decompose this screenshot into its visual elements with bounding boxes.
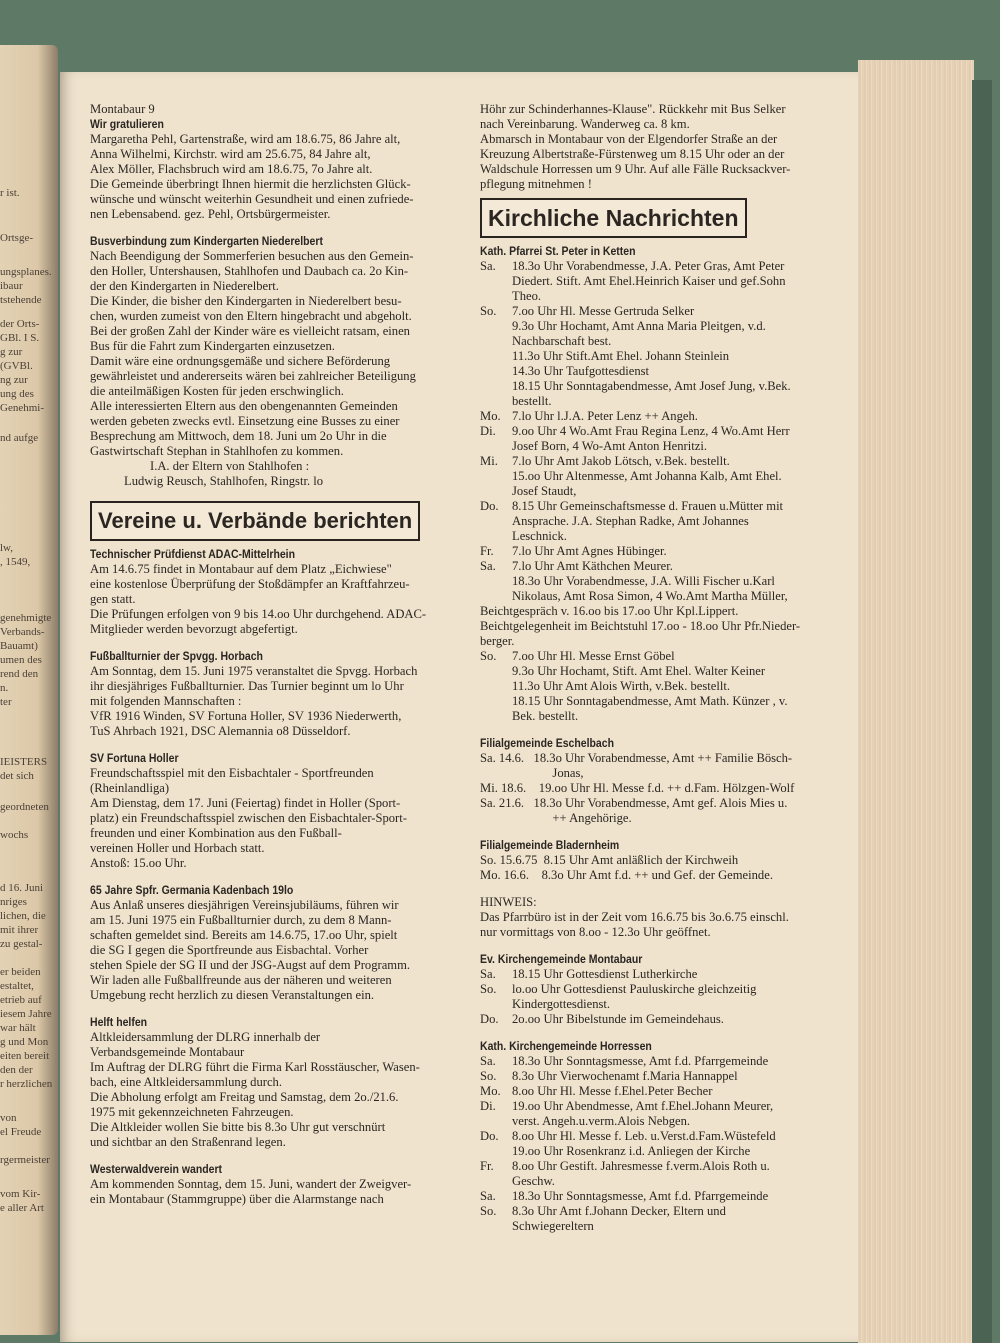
schedule xyxy=(480,649,845,724)
schedule-line: Leschnick. xyxy=(512,529,567,543)
text-line: Im Auftrag der DLRG führt die Firma Karl Rosstäuscher, Wasen- xyxy=(90,1060,420,1074)
schedule-entry xyxy=(480,1204,845,1234)
fragment-text: den der xyxy=(0,1064,33,1076)
section-bladernheim xyxy=(480,838,845,883)
section-horressen xyxy=(480,1039,845,1234)
text-block xyxy=(480,102,845,192)
section-adac xyxy=(90,547,450,637)
book-cover-edge xyxy=(972,80,992,1343)
fragment-text: el Freude xyxy=(0,1126,42,1138)
section-heading: Helft helfen xyxy=(90,1015,148,1029)
page-stack-edge xyxy=(858,60,974,1343)
schedule-line: Geschw. xyxy=(512,1174,555,1188)
text-line: ein Montabaur (Stammgruppe) über die Alarmstange nach xyxy=(90,1192,384,1206)
fragment-text: war hält xyxy=(0,1022,36,1034)
text-line: Höhr zur Schinderhannes-Klause". Rückkehr mit Bus Selker xyxy=(480,102,786,116)
fragment-text: Verbands- xyxy=(0,626,45,638)
schedule-day: Sa. xyxy=(480,967,496,981)
schedule-entry xyxy=(480,967,845,982)
schedule-line: Theo. xyxy=(512,289,542,303)
text-line: gewährleistet und andererseits wären bei zahlreicher Beteiligung xyxy=(90,369,416,383)
text-line: Beichtgelegenheit im Beichtstuhl 17.oo - 18.oo Uhr Pfr.Nieder- xyxy=(480,619,801,633)
text-line: und sichtbar an den Straßenrand legen. xyxy=(90,1135,286,1149)
schedule-day: Do. xyxy=(480,1012,499,1026)
schedule-line: 8.oo Uhr Gestift. Jahresmesse f.verm.Alois Roth u. xyxy=(512,1159,770,1173)
fragment-text: von xyxy=(0,1112,17,1124)
text-line: Damit wäre eine ordnungsgemäße und sichere Beförderung xyxy=(90,354,391,368)
section-st-peter xyxy=(480,244,845,724)
schedule-day: Mi. xyxy=(480,454,498,468)
schedule-line: 7.lo Uhr l.J.A. Peter Lenz ++ Angeh. xyxy=(512,409,698,423)
text-line: Die Abholung erfolgt am Freitag und Samstag, dem 2o./21.6. xyxy=(90,1090,399,1104)
text-line: ihr diesjähriges Fußballturnier. Das Turnier beginnt um lo Uhr xyxy=(90,679,404,693)
text-line: Sa. 21.6. 18.3o Uhr Vorabendmesse, Amt gef. Alois Mies u. xyxy=(480,796,788,810)
schedule-day: Mo. xyxy=(480,1084,501,1098)
schedule-entry xyxy=(480,559,845,604)
schedule-line: 18.3o Uhr Sonntagsmesse, Amt f.d. Pfarrgemeinde xyxy=(512,1054,769,1068)
left-column xyxy=(90,102,450,1207)
text-block xyxy=(480,604,845,649)
right-column xyxy=(480,102,845,1234)
schedule-line: 7.oo Uhr Hl. Messe Ernst Göbel xyxy=(512,649,675,663)
fragment-text: ter xyxy=(0,696,12,708)
text-line: TuS Ahrbach 1921, DSC Alemannia o8 Düsseldorf. xyxy=(90,724,351,738)
schedule-line: 8.15 Uhr Gemeinschaftsmesse d. Frauen u.Mütter mit xyxy=(512,499,784,513)
section-fortuna xyxy=(90,751,450,871)
fragment-text: GBl. I S. xyxy=(0,332,40,344)
text-line: Bei der großen Zahl der Kinder wäre es vielleicht ratsam, einen xyxy=(90,324,410,338)
text-line: Bus für die Fahrt zum Kindergarten einzusetzen. xyxy=(90,339,335,353)
text-line: Mi. 18.6. 19.oo Uhr Hl. Messe f.d. ++ d.Fam. Hölzgen-Wolf xyxy=(480,781,795,795)
schedule-line: lo.oo Uhr Gottesdienst Pauluskirche gleichzeitig xyxy=(512,982,757,996)
schedule-entry xyxy=(480,424,845,454)
fragment-text: ng zur xyxy=(0,374,28,386)
text-line: eine kostenlose Überprüfung der Stoßdämpfer an Kraftfahrzeu- xyxy=(90,577,410,591)
text-line: der den Kindergarten in Niederelbert. xyxy=(90,279,279,293)
fragment-text: vom Kir- xyxy=(0,1188,41,1200)
fragment-text: Ortsge- xyxy=(0,232,33,244)
fragment-text: zu gestal- xyxy=(0,938,43,950)
text-line: Alex Möller, Flachsbruch wird am 18.6.75, 7o Jahre alt. xyxy=(90,162,373,176)
schedule-line: Bek. bestellt. xyxy=(512,709,579,723)
section-hinweis xyxy=(480,895,845,940)
fragment-text: n. xyxy=(0,682,9,694)
section-helft-helfen xyxy=(90,1015,450,1150)
schedule-line: 11.3o Uhr Amt Alois Wirth, v.Bek. bestellt. xyxy=(512,679,731,693)
section-heading: 65 Jahre Spfr. Germania Kadenbach 19lo xyxy=(90,883,294,897)
schedule-line: 7.lo Uhr Amt Jakob Lötsch, v.Bek. bestellt. xyxy=(512,454,730,468)
schedule-day: Di. xyxy=(480,1099,496,1113)
text-line: HINWEIS: xyxy=(480,895,537,909)
schedule-line: 7.oo Uhr Hl. Messe Gertruda Selker xyxy=(512,304,695,318)
schedule-line: 9.3o Uhr Hochamt, Stift. Amt Ehel. Walter Keiner xyxy=(512,664,766,678)
section-heading: Filialgemeinde Eschelbach xyxy=(480,736,614,750)
schedule-line: 9.3o Uhr Hochamt, Amt Anna Maria Pleitgen, v.d. xyxy=(512,319,766,333)
text-line: berger. xyxy=(480,634,515,648)
schedule-day: Sa. xyxy=(480,259,496,273)
schedule-day: Fr. xyxy=(480,544,494,558)
text-line: Besprechung am Mittwoch, dem 18. Juni um 2o Uhr in die xyxy=(90,429,387,443)
fragment-text: mit ihrer xyxy=(0,924,39,936)
text-block xyxy=(90,132,450,222)
text-line: Alle interessierten Eltern aus den obengenannten Gemeinden xyxy=(90,399,398,413)
previous-page-edge xyxy=(0,45,58,1335)
text-line: Am Dienstag, dem 17. Juni (Feiertag) findet in Holler (Sport- xyxy=(90,796,401,810)
schedule-line: 7.lo Uhr Amt Käthchen Meurer. xyxy=(512,559,673,573)
text-line: schaften gemeldet sind. Bereits am 14.6.75, 17.oo Uhr, spielt xyxy=(90,928,398,942)
schedule-entry xyxy=(480,544,845,559)
section-heading: SV Fortuna Holler xyxy=(90,751,179,765)
text-line: Das Pfarrbüro ist in der Zeit vom 16.6.75 bis 3o.6.75 einschl. xyxy=(480,910,789,924)
fragment-text: estaltet, xyxy=(0,980,34,992)
text-line: Mitglieder werden bevorzugt abgefertigt. xyxy=(90,622,298,636)
text-line: Die Kinder, die bisher den Kindergarten in Niederelbert besu- xyxy=(90,294,402,308)
schedule xyxy=(480,259,845,604)
text-line: Wir laden alle Fußballfreunde aus der näheren und weiteren xyxy=(90,973,392,987)
text-line: ++ Angehörige. xyxy=(480,811,632,825)
text-block xyxy=(90,1030,450,1150)
section-heading: Kath. Pfarrei St. Peter in Ketten xyxy=(480,244,636,258)
fragment-text: (GVBl. xyxy=(0,360,33,372)
text-line: Margaretha Pehl, Gartenstraße, wird am 18.6.75, 86 Jahre alt, xyxy=(90,132,401,146)
text-line: vereinen Holler und Horbach statt. xyxy=(90,841,265,855)
text-line: am 15. Juni 1975 ein Fußballturnier durch, zu dem 8 Mann- xyxy=(90,913,392,927)
text-line: Aus Anlaß unseres diesjährigen Vereinsjubiläums, führen wir xyxy=(90,898,399,912)
schedule-line: Nachbarschaft best. xyxy=(512,334,612,348)
text-line: pflegung mitnehmen ! xyxy=(480,177,592,191)
text-line: VfR 1916 Winden, SV Fortuna Holler, SV 1936 Niederwerth, xyxy=(90,709,402,723)
text-line: Jonas, xyxy=(480,766,584,780)
fragment-text: der Orts- xyxy=(0,318,40,330)
schedule-entry xyxy=(480,1069,845,1084)
text-line: Die Gemeinde überbringt Ihnen hiermit die herzlichsten Glück- xyxy=(90,177,411,191)
section-heading: Kath. Kirchengemeinde Horressen xyxy=(480,1039,652,1053)
schedule-line: 8.oo Uhr Hl. Messe f.Ehel.Peter Becher xyxy=(512,1084,713,1098)
text-line: stehen Spiele der SG II und der JSG-Augst auf dem Programm. xyxy=(90,958,411,972)
schedule-line: 7.lo Uhr Amt Agnes Hübinger. xyxy=(512,544,667,558)
fragment-text: r herzlichen xyxy=(0,1078,53,1090)
schedule-line: 18.3o Uhr Vorabendmesse, J.A. Peter Gras, Amt Peter xyxy=(512,259,785,273)
fragment-text: er beiden xyxy=(0,966,41,978)
schedule-day: Sa. xyxy=(480,559,496,573)
fragment-text: wochs xyxy=(0,829,29,841)
text-line: bach, eine Altkleidersammlung durch. xyxy=(90,1075,282,1089)
text-line: Mo. 16.6. 8.3o Uhr Amt f.d. ++ und Gef. der Gemeinde. xyxy=(480,868,773,882)
schedule-line: Schwiegereltern xyxy=(512,1219,594,1233)
schedule-entry xyxy=(480,982,845,1012)
text-block xyxy=(90,898,450,1003)
section-heading: Fußballturnier der Spvgg. Horbach xyxy=(90,649,263,663)
fragment-text: rend den xyxy=(0,668,39,680)
fragment-text: Genehmi- xyxy=(0,402,44,414)
section-germania xyxy=(90,883,450,1003)
fragment-text: tstehende xyxy=(0,294,42,306)
section-westerwald xyxy=(90,1162,450,1207)
text-line: Anna Wilhelmi, Kirchstr. wird am 25.6.75, 84 Jahre alt, xyxy=(90,147,371,161)
schedule-line: 19.oo Uhr Abendmesse, Amt f.Ehel.Johann Meurer, xyxy=(512,1099,774,1113)
text-line: Am 14.6.75 findet in Montabaur auf dem Platz „Eichwiese" xyxy=(90,562,392,576)
schedule-line: 18.3o Uhr Vorabendmesse, J.A. Willi Fischer u.Karl xyxy=(512,574,775,588)
signature-line: I.A. der Eltern von Stahlhofen : xyxy=(150,459,310,473)
text-line: Umgebung recht herzlich zu diesen Veranstaltungen ein. xyxy=(90,988,375,1002)
schedule-day: Do. xyxy=(480,499,499,513)
text-line: die anteilmäßigen Kosten für jeden erschwinglich. xyxy=(90,384,344,398)
text-block xyxy=(480,751,845,826)
schedule-entry xyxy=(480,259,845,304)
newspaper-page xyxy=(60,72,860,1342)
text-line: freunden und einer Kombination aus den Fußball- xyxy=(90,826,342,840)
schedule-line: Josef Born, 4 Wo-Amt Anton Henritzi. xyxy=(512,439,707,453)
section-heading: Technischer Prüfdienst ADAC-Mittelrhein xyxy=(90,547,295,561)
schedule-entry xyxy=(480,409,845,424)
schedule-entry xyxy=(480,1084,845,1099)
text-block xyxy=(90,562,450,637)
text-line: Die Altkleider wollen Sie bitte bis 8.3o Uhr gut verschnürt xyxy=(90,1120,386,1134)
text-block xyxy=(90,766,450,871)
schedule-day: So. xyxy=(480,1204,497,1218)
schedule-day: Mo. xyxy=(480,409,501,423)
text-line: chen, wurden zumeist von den Eltern hingebracht und abgeholt. xyxy=(90,309,412,323)
schedule-line: 18.15 Uhr Gottesdienst Lutherkirche xyxy=(512,967,698,981)
text-block xyxy=(90,249,450,459)
text-block xyxy=(90,1177,450,1207)
schedule-line: Kindergottesdienst. xyxy=(512,997,611,1011)
signature-line: Ludwig Reusch, Stahlhofen, Ringstr. lo xyxy=(124,474,324,488)
text-line: Abmarsch in Montabaur von der Elgendorfer Straße an der xyxy=(480,132,778,146)
text-line: gen statt. xyxy=(90,592,136,606)
text-line: Am kommenden Sonntag, dem 15. Juni, wandert der Zweigver- xyxy=(90,1177,412,1191)
text-line: nur vormittags von 8.oo - 12.3o Uhr geöffnet. xyxy=(480,925,711,939)
text-line: die SG I gegen die Sportfreunde aus Eisbachtal. Vorher xyxy=(90,943,369,957)
fragment-text: etrieb auf xyxy=(0,994,42,1006)
fragment-text: ung des xyxy=(0,388,34,400)
text-line: (Rheinlandliga) xyxy=(90,781,170,795)
schedule-day: Sa. xyxy=(480,1054,496,1068)
schedule-entry xyxy=(480,304,845,409)
text-line: Verbandsgemeinde Montabaur xyxy=(90,1045,245,1059)
schedule-line: 9.oo Uhr 4 Wo.Amt Frau Regina Lenz, 4 Wo.Amt Herr xyxy=(512,424,790,438)
section-ev-kirche xyxy=(480,952,845,1027)
section-fussball xyxy=(90,649,450,739)
schedule-line: 19.oo Uhr Rosenkranz i.d. Anliegen der Kirche xyxy=(512,1144,751,1158)
fragment-text: ibaur xyxy=(0,280,23,292)
schedule-entry xyxy=(480,1129,845,1159)
schedule-line: bestellt. xyxy=(512,394,552,408)
text-line: 1975 mit gekennzeichneten Fahrzeugen. xyxy=(90,1105,294,1119)
section-eschelbach xyxy=(480,736,845,826)
text-line: Die Prüfungen erfolgen von 9 bis 14.oo Uhr durchgehend. ADAC- xyxy=(90,607,427,621)
fragment-text: det sich xyxy=(0,770,34,782)
text-line: den Holler, Untershausen, Stahlhofen und Daubach ca. 2o Kin- xyxy=(90,264,409,278)
schedule-day: So. xyxy=(480,1069,497,1083)
text-line: Anstoß: 15.oo Uhr. xyxy=(90,856,187,870)
schedule-day: So. xyxy=(480,982,497,996)
schedule-entry xyxy=(480,1012,845,1027)
schedule-day: Do. xyxy=(480,1129,499,1143)
section-congratulations xyxy=(90,117,450,222)
text-block xyxy=(480,853,845,883)
section-heading: Filialgemeinde Bladernheim xyxy=(480,838,620,852)
schedule-entry xyxy=(480,1054,845,1069)
text-line: nach Vereinbarung. Wanderweg ca. 8 km. xyxy=(480,117,690,131)
fragment-text: g zur xyxy=(0,346,23,358)
fragment-text: lichen, die xyxy=(0,910,46,922)
text-line: Am Sonntag, dem 15. Juni 1975 veranstaltet die Spvgg. Horbach xyxy=(90,664,418,678)
schedule-line: 14.3o Uhr Taufgottesdienst xyxy=(512,364,650,378)
text-line: platz) ein Freundschaftsspiel zwischen den Eisbachtaler-Sport- xyxy=(90,811,407,825)
schedule-line: verst. Angeh.u.verm.Alois Nebgen. xyxy=(512,1114,691,1128)
text-line: Beichtgespräch v. 16.oo bis 17.oo Uhr Kpl.Lippert. xyxy=(480,604,739,618)
text-line: Sa. 14.6. 18.3o Uhr Vorabendmesse, Amt ++ Familie Bösch- xyxy=(480,751,793,765)
section-heading: Wir gratulieren xyxy=(90,117,164,131)
schedule-line: Diedert. Stift. Amt Ehel.Heinrich Kaiser und gef.Sohn xyxy=(512,274,786,288)
text-line: Waldschule Horressen um 9 Uhr. Auf alle Fälle Rucksackver- xyxy=(480,162,791,176)
text-line: werden gebeten zwecks evtl. Einsetzung eine Busses zu einer xyxy=(90,414,400,428)
vereine-banner: Vereine u. Verbände berichten xyxy=(90,501,420,541)
schedule xyxy=(480,967,845,1027)
kirchliche-banner: Kirchliche Nachrichten xyxy=(480,198,747,238)
schedule-day: Fr. xyxy=(480,1159,494,1173)
text-line: Gastwirtschaft Stephan in Stahlhofen zu kommen. xyxy=(90,444,344,458)
schedule-entry xyxy=(480,454,845,499)
fragment-text: IEISTERS xyxy=(0,756,48,768)
schedule-line: Ansprache. J.A. Stephan Radke, Amt Johannes xyxy=(512,514,749,528)
fragment-text: lw, xyxy=(0,542,14,554)
schedule-day: So. xyxy=(480,649,497,663)
schedule-line: 18.15 Uhr Sonntagabendmesse, Amt Math. Künzer , v. xyxy=(512,694,788,708)
schedule-entry xyxy=(480,1099,845,1129)
fragment-text: , 1549, xyxy=(0,556,31,568)
fragment-text: nriges xyxy=(0,896,27,908)
schedule-day: So. xyxy=(480,304,497,318)
section-heading: Busverbindung zum Kindergarten Niederelbert xyxy=(90,234,323,248)
fragment-text: Bauamt) xyxy=(0,640,38,652)
schedule-line: 8.oo Uhr Hl. Messe f. Leb. u.Verst.d.Fam.Wüstefeld xyxy=(512,1129,776,1143)
fragment-text: nd aufge xyxy=(0,432,39,444)
schedule-line: 18.15 Uhr Sonntagabendmesse, Amt Josef Jung, v.Bek. xyxy=(512,379,791,393)
fragment-text: g und Mon xyxy=(0,1036,49,1048)
schedule-entry xyxy=(480,649,845,724)
fragment-text: e aller Art xyxy=(0,1202,44,1214)
text-line: Freundschaftsspiel mit den Eisbachtaler - Sportfreunden xyxy=(90,766,374,780)
schedule-line: 11.3o Uhr Stift.Amt Ehel. Johann Steinlein xyxy=(512,349,730,363)
fragment-text: r ist. xyxy=(0,187,20,199)
fragment-text: eiten bereit xyxy=(0,1050,50,1062)
section-heading: Ev. Kirchengemeinde Montabaur xyxy=(480,952,643,966)
schedule-entry xyxy=(480,1189,845,1204)
section-bus xyxy=(90,234,450,489)
text-line: Altkleidersammlung der DLRG innerhalb der xyxy=(90,1030,321,1044)
schedule-line: 8.3o Uhr Vierwochenamt f.Maria Hannappel xyxy=(512,1069,738,1083)
schedule-line: Josef Staudt, xyxy=(512,484,577,498)
schedule-line: 18.3o Uhr Sonntagsmesse, Amt f.d. Pfarrgemeinde xyxy=(512,1189,769,1203)
fragment-text: umen des xyxy=(0,654,42,666)
schedule xyxy=(480,1054,845,1234)
text-line: wünsche und wünscht weiterhin Gesundheit und einen zufriede- xyxy=(90,192,414,206)
schedule-line: 15.oo Uhr Altenmesse, Amt Johanna Kalb, Amt Ehel. xyxy=(512,469,782,483)
schedule-day: Sa. xyxy=(480,1189,496,1203)
text-line: So. 15.6.75 8.15 Uhr Amt anläßlich der Kirchweih xyxy=(480,853,739,867)
fragment-text: ungsplanes. xyxy=(0,266,52,278)
text-line: mit folgenden Mannschaften : xyxy=(90,694,242,708)
schedule-line: 8.3o Uhr Amt f.Johann Decker, Eltern und xyxy=(512,1204,726,1218)
schedule-line: 2o.oo Uhr Bibelstunde im Gemeindehaus. xyxy=(512,1012,724,1026)
page-reference: Montabaur 9 xyxy=(90,102,155,116)
text-line: nen Lebensabend. gez. Pehl, Ortsbürgermeister. xyxy=(90,207,331,221)
fragment-text: rgermeister xyxy=(0,1154,50,1166)
fragment-text: genehmigte xyxy=(0,612,52,624)
fragment-text: iesem Jahre xyxy=(0,1008,52,1020)
schedule-entry xyxy=(480,1159,845,1189)
section-heading: Westerwaldverein wandert xyxy=(90,1162,223,1176)
text-line: Nach Beendigung der Sommerferien besuchen aus den Gemein- xyxy=(90,249,414,263)
text-line: Kreuzung Albertstraße-Fürstenweg um 8.15 Uhr oder an der xyxy=(480,147,785,161)
schedule-entry xyxy=(480,499,845,544)
text-block xyxy=(90,664,450,739)
fragment-text: geordneten xyxy=(0,801,49,813)
schedule-line: Nikolaus, Amt Rosa Simon, 4 Wo.Amt Martha Müller, xyxy=(512,589,788,603)
fragment-text: d 16. Juni xyxy=(0,882,44,894)
schedule-day: Di. xyxy=(480,424,496,438)
